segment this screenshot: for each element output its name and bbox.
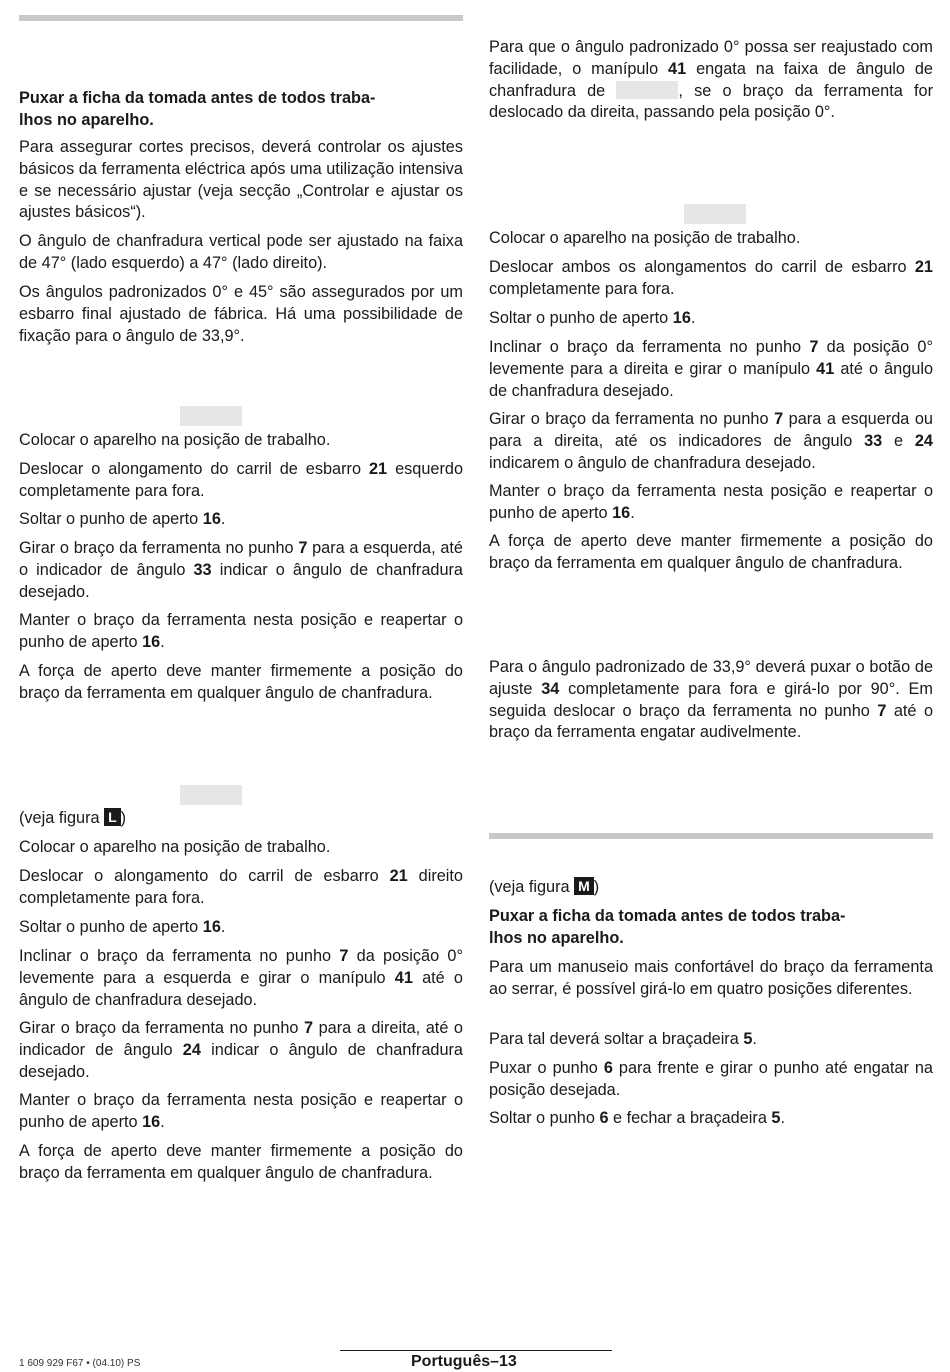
blank-heading-placeholder	[180, 406, 242, 426]
step-extend-rail: Deslocar o alongamento do carril de esbarro 21 direito completamente para fora.	[19, 867, 463, 907]
step-turn-arm: Girar o braço da ferramenta no punho 7 para a esquerda ou para a direita, até os indicadores de ângulo 33 e 24 indicarem o ângulo de chanfradura desejado.	[489, 410, 933, 472]
step-extend-rails: Deslocar ambos os alongamentos do carril de esbarro 21 completamente para fora.	[489, 258, 933, 298]
section-rule	[19, 15, 463, 21]
warning-heading: Puxar a ficha da tomada antes de todos traba- lhos no aparelho.	[489, 907, 846, 947]
step-hold-retighten: Manter o braço da ferramenta nesta posição e reapertar o punho de aperto 16.	[19, 611, 463, 651]
figure-badge-m: M	[574, 877, 594, 895]
step-hold-retighten: Manter o braço da ferramenta nesta posição e reapertar o punho de aperto 16.	[489, 482, 933, 522]
blank-heading-placeholder	[180, 785, 242, 805]
page-label: Português–13	[411, 1353, 517, 1370]
figure-reference: (veja figura M )	[489, 878, 600, 896]
step-tilt-arm: Inclinar o braço da ferramenta no punho 7 da posição 0° levemente para a direita e girar o manípulo 41 até o ângulo de chanfradura desejado.	[489, 338, 934, 400]
section-rule	[489, 833, 933, 839]
step-extend-rail: Deslocar o alongamento do carril de esbarro 21 esquerdo completamente para fora.	[19, 460, 463, 500]
blank-angle-placeholder	[616, 81, 678, 99]
step-turn-arm: Girar o braço da ferramenta no punho 7 para a direita, até o indicador de ângulo 24 indicar o ângulo de chanfradura desejado.	[19, 1019, 463, 1081]
step-position: Colocar o aparelho na posição de trabalho.	[19, 431, 331, 449]
standard-angles-paragraph: Os ângulos padronizados 0° e 45° são assegurados por um esbarro final ajustado de fábrica. Há uma possibilidade de fixação para o ângulo de 33,9°.	[19, 283, 463, 345]
standard-zero-paragraph: Para que o ângulo padronizado 0° possa ser reajustado com facilidade, o manípulo 41 engata na faixa de ângulo de chanfradura de , se o braço da ferramenta for deslocado da direita, passando pela posição 0°.	[489, 38, 933, 122]
step-loosen-clamp: Para tal deverá soltar a braçadeira 5.	[489, 1030, 757, 1048]
step-loosen-grip: Soltar o punho de aperto 16.	[489, 309, 696, 327]
step-loosen-grip: Soltar o punho de aperto 16.	[19, 510, 226, 528]
footer-rule	[340, 1350, 612, 1351]
step-position: Colocar o aparelho na posição de trabalho.	[489, 229, 801, 247]
step-hold-retighten: Manter o braço da ferramenta nesta posição e reapertar o punho de aperto 16.	[19, 1091, 463, 1131]
step-close-clamp: Soltar o punho 6 e fechar a braçadeira 5.	[489, 1109, 786, 1127]
step-clamping-force: A força de aperto deve manter firmemente a posição do braço da ferramenta em qualquer ângulo de chanfradura.	[19, 662, 463, 702]
step-tilt-arm: Inclinar o braço da ferramenta no punho 7 da posição 0° levemente para a esquerda e girar o manípulo 41 até o ângulo de chanfradura desejado.	[19, 947, 463, 1009]
step-pull-handle: Puxar o punho 6 para frente e girar o punho até engatar na posição desejada.	[489, 1059, 933, 1099]
intro-paragraph: Para assegurar cortes precisos, deverá controlar os ajustes básicos da ferramenta eléctrica após uma utilização intensiva e se necessário ajustar (veja secção „Controlar e ajustar os ajustes básicos“).	[19, 138, 463, 222]
step-clamping-force: A força de aperto deve manter firmemente a posição do braço da ferramenta em qualquer ângulo de chanfradura.	[489, 532, 933, 572]
blank-heading-placeholder	[684, 204, 746, 224]
step-loosen-grip: Soltar o punho de aperto 16.	[19, 918, 226, 936]
angle-339-paragraph: Para o ângulo padronizado de 33,9° deverá puxar o botão de ajuste 34 completamente para fora e girá-lo por 90°. Em seguida deslocar o braço da ferramenta no punho 7 até o braço da ferramenta engatar audivelmente.	[489, 658, 933, 742]
step-position: Colocar o aparelho na posição de trabalho.	[19, 838, 331, 856]
step-turn-arm: Girar o braço da ferramenta no punho 7 para a esquerda, até o indicador de ângulo 33 indicar o ângulo de chanfradura desejado.	[19, 539, 463, 601]
document-code: 1 609 929 F67 • (04.10) PS	[19, 1358, 141, 1369]
figure-badge-l: L	[104, 808, 121, 826]
handle-paragraph: Para um manuseio mais confortável do braço da ferramenta ao serrar, é possível girá-lo em quatro posições diferentes.	[489, 958, 933, 998]
figure-reference: (veja figura L )	[19, 809, 127, 827]
range-paragraph: O ângulo de chanfradura vertical pode ser ajustado na faixa de 47° (lado esquerdo) a 47° (lado direito).	[19, 232, 463, 272]
step-clamping-force: A força de aperto deve manter firmemente a posição do braço da ferramenta em qualquer ângulo de chanfradura.	[19, 1142, 463, 1182]
warning-heading: Puxar a ficha da tomada antes de todos traba- lhos no aparelho.	[19, 89, 376, 129]
